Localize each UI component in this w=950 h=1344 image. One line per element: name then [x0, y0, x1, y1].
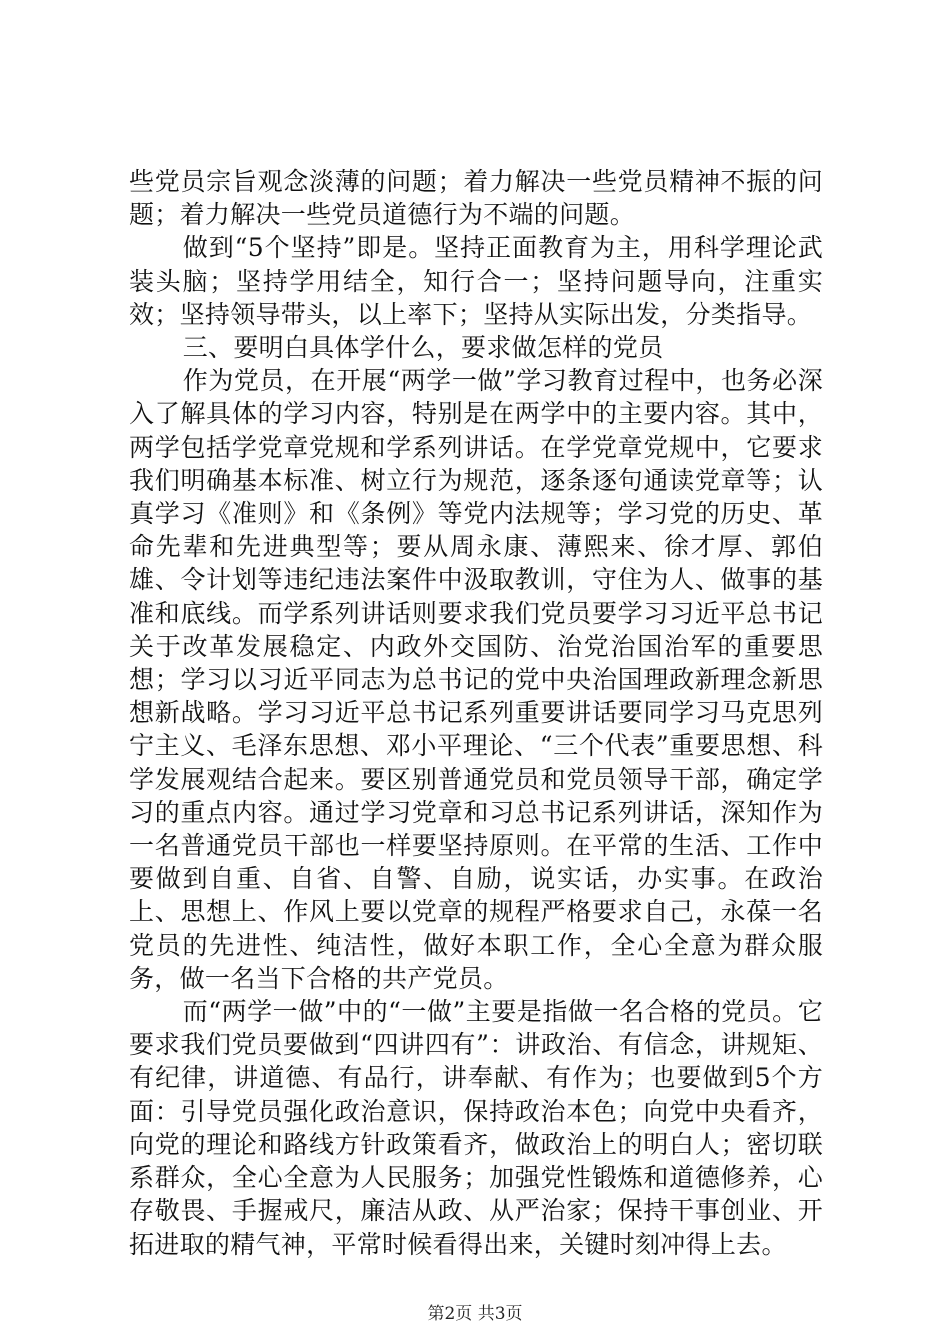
- paragraph-5: 而“两学一做”中的“一做”主要是指做一名合格的党员。它要求我们党员要做到“四讲四有”：讲政治、有信念，讲规矩、有纪律，讲道德、有品行，讲奉献、有作为；也要做到5个方面：引导党员强化政治意识，保持政治本色；向党中央看齐，向党的理论和路线方针政策看齐，做政治上的明白人；密切联系群众，全心全意为人民服务；加强党性锻炼和道德修养，心存敬畏、手握戒尺，廉洁从政、从严治家；保持干事创业、开拓进取的精气神，平常时候看得出来，关键时刻冲得上去。: [129, 997, 823, 1259]
- paragraph-4: 作为党员，在开展“两学一做”学习教育过程中，也务必深入了解具体的学习内容，特别是在两学中的主要内容。其中，两学包括学党章党规和学系列讲话。在学党章党规中，它要求我们明确基本标准、树立行为规范，逐条逐句通读党章等；认真学习《准则》和《条例》等党内法规等；学习党的历史、革命先辈和先进典型等；要从周永康、薄熙来、徐才厚、郭伯雄、令计划等违纪违法案件中汲取教训，守住为人、做事的基准和底线。而学系列讲话则要求我们党员要学习习近平总书记关于改革发展稳定、内政外交国防、治党治国治军的重要思想；学习以习近平同志为总书记的党中央治国理政新理念新思想新战略。学习习近平总书记系列重要讲话要同学习马克思列宁主义、毛泽东思想、邓小平理论、“三个代表”重要思想、科学发展观结合起来。要区别普通党员和党员领导干部，确定学习的重点内容。通过学习党章和习总书记系列讲话，深知作为一名普通党员干部也一样要坚持原则。在平常的生活、工作中要做到自重、自省、自警、自励，说实话，办实事。在政治上、思想上、作风上要以党章的规程严格要求自己，永葆一名党员的先进性、纯洁性，做好本职工作，全心全意为群众服务，做一名当下合格的共产党员。: [129, 366, 823, 993]
- page-footer: 第2页 共3页: [427, 1304, 523, 1324]
- paragraph-1: 些党员宗旨观念淡薄的问题；着力解决一些党员精神不振的问题；着力解决一些党员道德行为不端的问题。: [129, 167, 823, 230]
- section-heading: 三、要明白具体学什么，要求做怎样的党员: [182, 333, 664, 363]
- document-body: [129, 165, 823, 1261]
- paragraph-2: 做到“5个坚持”即是。坚持正面教育为主，用科学理论武装头脑；坚持学用结全，知行合一；坚持问题导向，注重实效；坚持领导带头，以上率下；坚持从实际出发，分类指导。: [129, 233, 823, 329]
